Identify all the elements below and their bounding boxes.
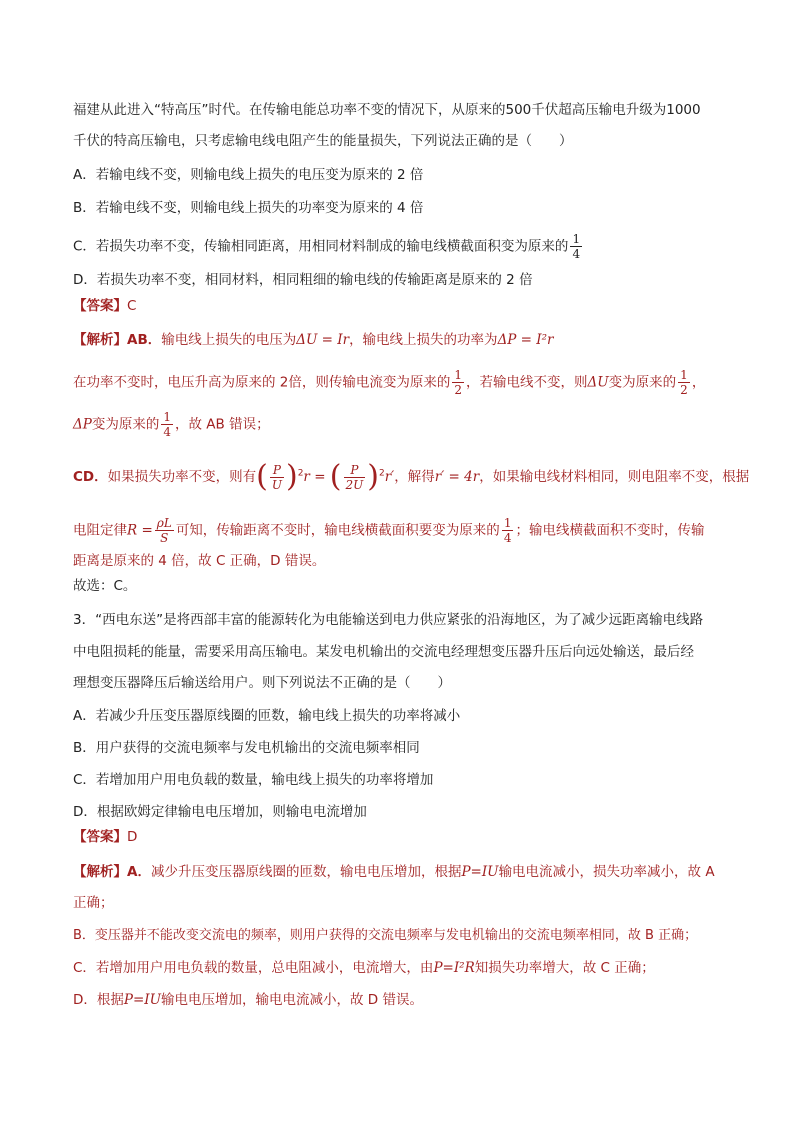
fraction-numerator: 1: [454, 368, 463, 382]
left-paren: (: [329, 459, 342, 494]
q3-stem-line-2: 中电阻损耗的能量，需要采用高压输电。某发电机输出的交流电经理想变压器升压后向远处输送，最后经: [73, 644, 694, 660]
analysis-text: D．根据: [73, 992, 124, 1008]
analysis-text: ，故 AB 错误；: [174, 416, 270, 433]
q2-analysis-line-6: 距离是原来的 4 倍，故 C 正确，D 错误。: [73, 553, 326, 569]
fraction-denominator: 2: [454, 383, 463, 397]
q2-option-c-text: C．若损失功率不变，传输相同距离，用相同材料制成的输电线横截面积变为原来的: [73, 238, 569, 255]
analysis-text: ，若输电线不变，则: [466, 374, 588, 391]
formula-result: r′ = 4r: [434, 469, 480, 485]
analysis-lead: A．: [127, 864, 151, 880]
q3-analysis-line-3: B．变压器并不能改变交流电的频率，则用户获得的交流电频率与发电机输出的交流电频率相同，故 B 正确；: [73, 928, 698, 943]
answer-value: D: [127, 829, 138, 845]
formula-power: P=IU: [123, 992, 162, 1008]
fraction-quarter: [161, 410, 173, 439]
answer-tag: 【答案】: [73, 298, 127, 314]
fraction-denominator: S: [160, 531, 169, 545]
fraction-numerator: 1: [503, 516, 512, 530]
fraction-denominator: 4: [503, 531, 512, 545]
fraction-denominator: U: [271, 477, 282, 492]
fraction-numerator: 1: [163, 410, 171, 424]
q3-analysis-line-1: [73, 862, 715, 882]
q2-analysis-line-5: [73, 516, 704, 545]
analysis-text: C．若增加用户用电负载的数量，总电阻减小，电流增大，由: [73, 960, 434, 976]
fraction-half: [678, 368, 690, 397]
analysis-text: 减少升压变压器原线圈的匝数，输电电压增加，根据: [150, 864, 462, 880]
formula-power-loss: P=I²R: [433, 960, 475, 976]
q2-analysis-line-4: [73, 459, 750, 494]
q2-stem-line-2: 千伏的特高压输电，只考虑输电线电阻产生的能量损失，下列说法正确的是（ ）: [73, 133, 573, 149]
analysis-tag: 【解析】: [73, 864, 127, 880]
formula-resistance: R =: [127, 522, 153, 539]
symbol-r: r: [303, 469, 310, 485]
fraction-denominator: 2: [680, 383, 688, 397]
analysis-text: 知损失功率增大，故 C 正确；: [474, 960, 655, 976]
q2-stem-line-1: 福建从此进入“特高压”时代。在传输电能总功率不变的情况下，从原来的500千伏超高压输电升级为1000: [73, 102, 701, 118]
q3-answer: [73, 827, 137, 847]
fraction-numerator: 1: [572, 232, 581, 246]
q2-answer: [73, 296, 136, 316]
analysis-text: ；输电线横截面积不变时，传输: [515, 522, 705, 539]
q2-option-b: B．若输电线不变，则输电线上损失的功率变为原来的 4 倍: [73, 200, 424, 216]
q3-option-d: D．根据欧姆定律输电电压增加，则输电电流增加: [73, 804, 367, 820]
symbol-r-prime: r′: [384, 469, 395, 485]
q3-analysis-line-2: 正确；: [73, 895, 114, 911]
fraction-numerator: ρL: [156, 516, 172, 530]
analysis-text: 电阻定律: [73, 522, 127, 539]
equals-sign: =: [314, 469, 326, 485]
fraction-numerator: P: [344, 463, 366, 478]
analysis-text: 如果损失功率不变，则有: [107, 469, 257, 485]
q2-option-a: A．若输电线不变，则输电线上损失的电压变为原来的 2 倍: [73, 167, 424, 183]
answer-tag: 【答案】: [73, 829, 127, 845]
analysis-text: 输电电流减小，损失功率减小，故 A: [498, 864, 715, 880]
q2-choice: 故选：C。: [73, 578, 137, 594]
q3-analysis-line-4: [73, 958, 655, 978]
analysis-text: 在功率不变时，电压升高为原来的 2倍，则传输电流变为原来的: [73, 374, 451, 391]
q3-option-b: B．用户获得的交流电频率与发电机输出的交流电频率相同: [73, 740, 420, 756]
left-paren: (: [256, 459, 268, 494]
analysis-text: ，如果输电线材料相同，则电阻率不变，根据: [479, 469, 750, 485]
analysis-text: ，解得: [394, 469, 435, 485]
formula-voltage-loss: ΔU = Ir: [296, 332, 350, 348]
analysis-text: ，: [691, 374, 706, 391]
fraction-half: [452, 368, 464, 397]
analysis-tag: 【解析】: [73, 332, 127, 348]
fraction-numerator: P: [270, 463, 284, 478]
analysis-lead: AB．: [127, 332, 162, 348]
analysis-text: 输电线上损失的电压为: [161, 332, 297, 348]
q3-stem-line-3: 理想变压器降压后输送给用户。则下列说法不正确的是（ ）: [73, 675, 451, 691]
analysis-text: 可知，传输距离不变时，输电线横截面积要变为原来的: [175, 522, 500, 539]
fraction-denominator: 4: [572, 247, 581, 261]
right-paren: ): [285, 459, 298, 494]
q3-option-c: C．若增加用户用电负载的数量，输电线上损失的功率将增加: [73, 772, 434, 788]
fraction-p-over-2u: [344, 463, 366, 492]
q3-analysis-line-5: [73, 990, 423, 1010]
q2-analysis-line-3: [73, 410, 270, 439]
q2-analysis-line-1: [73, 330, 554, 350]
fraction-p-over-u: [270, 463, 284, 492]
exponent: 2: [378, 468, 385, 479]
right-paren: ): [367, 459, 379, 494]
symbol-delta-p: ΔP: [73, 416, 92, 433]
formula-power: P=IU: [461, 864, 499, 880]
q2-option-d: D．若损失功率不变，相同材料，相同粗细的输电线的传输距离是原来的 2 倍: [73, 272, 533, 288]
q3-stem-line-1: 3．“西电东送”是将西部丰富的能源转化为电能输送到电力供应紧张的沿海地区，为了减少远距离输电线路: [73, 612, 704, 628]
analysis-text: 输电电压增加，输电电流减小，故 D 错误。: [161, 992, 423, 1008]
analysis-text: ，输电线上损失的功率为: [349, 332, 498, 348]
fraction-rho-l-over-s: [155, 516, 174, 545]
q2-option-c-fraction: [570, 232, 582, 261]
fraction-numerator: 1: [680, 368, 688, 382]
formula-power-loss: ΔP = I²r: [497, 332, 554, 348]
analysis-text: 变为原来的: [91, 416, 160, 433]
symbol-delta-u: ΔU: [587, 374, 609, 391]
q3-option-a: A．若减少升压变压器原线圈的匝数，输电线上损失的功率将减小: [73, 708, 461, 724]
answer-value: C: [127, 298, 137, 314]
q2-analysis-line-2: [73, 368, 705, 397]
fraction-denominator: 4: [163, 425, 171, 439]
exponent: 2: [297, 468, 304, 479]
analysis-text: 变为原来的: [608, 374, 677, 391]
analysis-lead: CD．: [73, 469, 108, 485]
q2-option-c: [73, 232, 584, 261]
fraction-quarter: [502, 516, 514, 545]
fraction-denominator: 2U: [345, 477, 364, 492]
